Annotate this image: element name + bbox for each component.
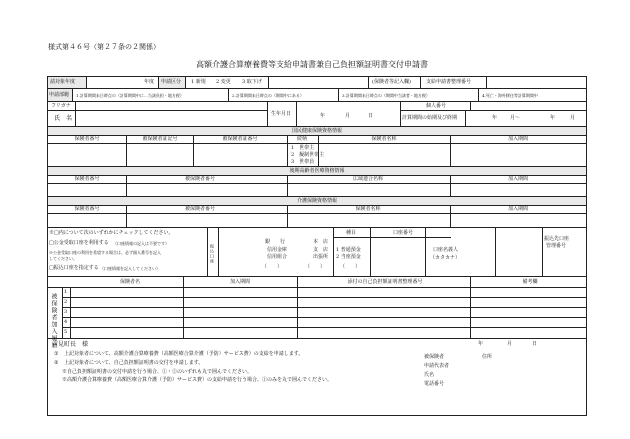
period-start-year: 年 [492, 115, 498, 121]
account-holder-label: 口座名義人 [433, 247, 459, 253]
history-col-certificate-number: 添付の自己負担額証明書整理番号 [347, 279, 423, 285]
dob-label: 生年月日 [271, 111, 292, 117]
care-col-insurer-name: 保険者名称 [355, 206, 381, 212]
shinkin-label: 信用金庫 [267, 247, 288, 253]
use-public-account-option[interactable]: □公金受取口座を利用する [49, 240, 109, 246]
elderly-col-insured-number: 被保険者番号 [184, 176, 216, 182]
consent-2-marker[interactable]: ② [54, 360, 59, 366]
history-row-1: 1 [64, 289, 68, 295]
insurer-entry-label: (保険者等記入欄) [372, 79, 411, 85]
subject-paren: （ ） [340, 264, 361, 270]
prev-account-label: 振込先口座 [544, 236, 570, 242]
history-row-4: 4 [64, 319, 68, 325]
nhi-col-card-symbol: 被保険者証記号 [142, 136, 178, 142]
nhi-col-insurer-number: 保険者番号 [74, 136, 100, 142]
phone-number-label: 電話番号 [424, 381, 445, 387]
specify-account-option[interactable]: □振込口座を指定する [49, 265, 99, 271]
relationship-member[interactable]: 3 世帯員 [291, 159, 315, 165]
bank-type-paren: （ ） [262, 264, 283, 270]
care-section-title: 介護保険資格情報 [296, 198, 338, 204]
scope-option-2[interactable]: 2.計算期間末日時点の（期間中にある） [232, 93, 304, 98]
application-type-change[interactable]: 2 変更 [216, 79, 231, 85]
form-number: 様式第４６号（第２７条の２関係） [48, 43, 160, 51]
nhi-col-insurer-name: 保険者名称 [371, 136, 397, 142]
nhi-section-title: 国民健康保険資格情報 [291, 128, 343, 134]
head-office-label: 本 店 [313, 239, 329, 245]
fiscal-year-label: 請対象年度 [50, 79, 76, 85]
care-col-insurer-number: 保険者番号 [74, 206, 100, 212]
branch-label: 支 店 [313, 247, 329, 253]
bank-label: 銀 行 [265, 239, 286, 245]
shinkumi-label: 信用組合 [267, 254, 288, 260]
account-holder-kana: （カタカナ） [430, 255, 461, 261]
elderly-col-enrollment-period: 加入期間 [507, 176, 529, 182]
representative-label: 申請代表者 [424, 363, 450, 369]
sub-branch-label: 出張所 [313, 254, 329, 260]
note-2: ※高額介護合算療養費（高額医療合算介護（予防）サービス費）の支給申請を行う場合、①のみを丸で囲んでください。 [62, 377, 333, 383]
history-row-5: 5 [64, 329, 68, 335]
account-number-label: 口座番号 [393, 230, 414, 236]
furigana-label: フリガナ [51, 103, 71, 109]
period-end-month: 月 [570, 115, 576, 121]
signer-name-label: 氏名 [424, 372, 435, 378]
elderly-col-union-name: 広域連合名称 [352, 176, 384, 182]
dob-month-unit: 月 [345, 113, 351, 119]
elderly-section-title: 後期高齢者医療資格情報 [289, 168, 345, 174]
application-type-label: 申請区分 [161, 79, 182, 85]
nhi-col-enrollment-period: 加入期間 [507, 136, 529, 142]
address-label: 住所 [482, 354, 493, 360]
application-type-new[interactable]: 1 新規 [191, 79, 206, 85]
nhi-col-relationship: 続柄 [296, 136, 308, 142]
payment-instruction: ※□内について次のいずれかにチェックしてください。 [49, 230, 174, 236]
history-col-enrollment-period: 加入期間 [229, 279, 251, 285]
care-col-insured-number: 被保険者番号 [184, 206, 216, 212]
application-scope-label: 申請部範 [49, 92, 70, 98]
relationship-head[interactable]: 1 世帯主 [291, 145, 315, 151]
dob-day-unit: 日 [368, 113, 374, 119]
application-type-withdraw[interactable]: 3 取下げ [242, 79, 262, 85]
history-row-2: 2 [64, 299, 68, 305]
transfer-destination-label: 振込口座 [210, 244, 215, 264]
insured-person-label: 被保険者 [424, 354, 445, 360]
elderly-col-insurer-number: 保険者番号 [74, 176, 100, 182]
note-1: ※自己負担額証明書の交付申請を行う場合、①・②のいずれも丸で囲んでください。 [62, 369, 253, 375]
specify-account-note: （口座情報を記入してください） [100, 266, 160, 271]
fiscal-year-unit: 年度 [144, 79, 155, 85]
consent-1-text: 上記対象者について、高額介護合算療養費（高額医療合算介護（予防）サービス費）の支給を申請します。 [64, 351, 304, 357]
form-title: 高額介護合算療養費等支給申請書兼自己負担額証明書交付申請書 [196, 60, 428, 69]
care-col-enrollment-period: 加入期間 [507, 206, 529, 212]
relationship-quasi-head[interactable]: 2 擬制世帯主 [291, 152, 325, 158]
subject-checking[interactable]: 2 当座預金 [336, 254, 361, 260]
consent-2-text: 上記対象者について、自己負担額証明書の交付を申請します。 [64, 360, 204, 366]
history-col-remarks: 備考欄 [522, 279, 538, 285]
submit-day-unit: 日 [532, 341, 538, 347]
period-start-month: 月～ [510, 115, 521, 121]
branch-type-paren: （ ） [305, 264, 326, 270]
history-row-3: 3 [64, 309, 68, 315]
history-col-insurer-name: 保険者名 [119, 279, 141, 285]
dob-year-unit: 年 [320, 113, 326, 119]
scope-option-4[interactable]: 4.死亡・海外移住等計算期間中 [482, 93, 538, 98]
scope-option-1[interactable]: 1.計算期間末日時点の（計算期間中に…当該負担・地方税） [76, 93, 184, 98]
subscriber-history-label: 被保険者加入履歴 [50, 293, 57, 349]
scope-option-3[interactable]: 3.計算期間末日時点の（期間中当該者・地方税） [342, 93, 430, 98]
subject-label: 種目 [346, 230, 357, 236]
submit-month-unit: 月 [507, 341, 513, 347]
nhi-col-card-number: 被保険者証番号 [222, 136, 258, 142]
use-public-account-note: （口座情報の記入は不要です） [113, 241, 169, 246]
name-label: 氏 名 [54, 115, 73, 122]
subject-ordinary[interactable]: 1 普通預金 [336, 247, 361, 253]
public-account-note-line1: ※公金受取口座の利用を希望する場合は、必ず個人番号を記入 [49, 250, 161, 255]
period-end-year: 年 [550, 115, 556, 121]
consent-1-marker[interactable]: ① [54, 351, 59, 357]
addressee: 吉見町長 様 [52, 341, 89, 348]
management-number-label: 支給申請書整理番号 [426, 79, 472, 85]
submit-year-unit: 年 [478, 341, 484, 347]
personal-number-label: 個人番号 [426, 103, 447, 109]
prev-mgmt-number-label: 管理番号 [546, 243, 567, 249]
public-account-note-line2: してください。 [49, 256, 77, 261]
calc-period-label: 計算期間の始期及び終期 [402, 115, 458, 121]
